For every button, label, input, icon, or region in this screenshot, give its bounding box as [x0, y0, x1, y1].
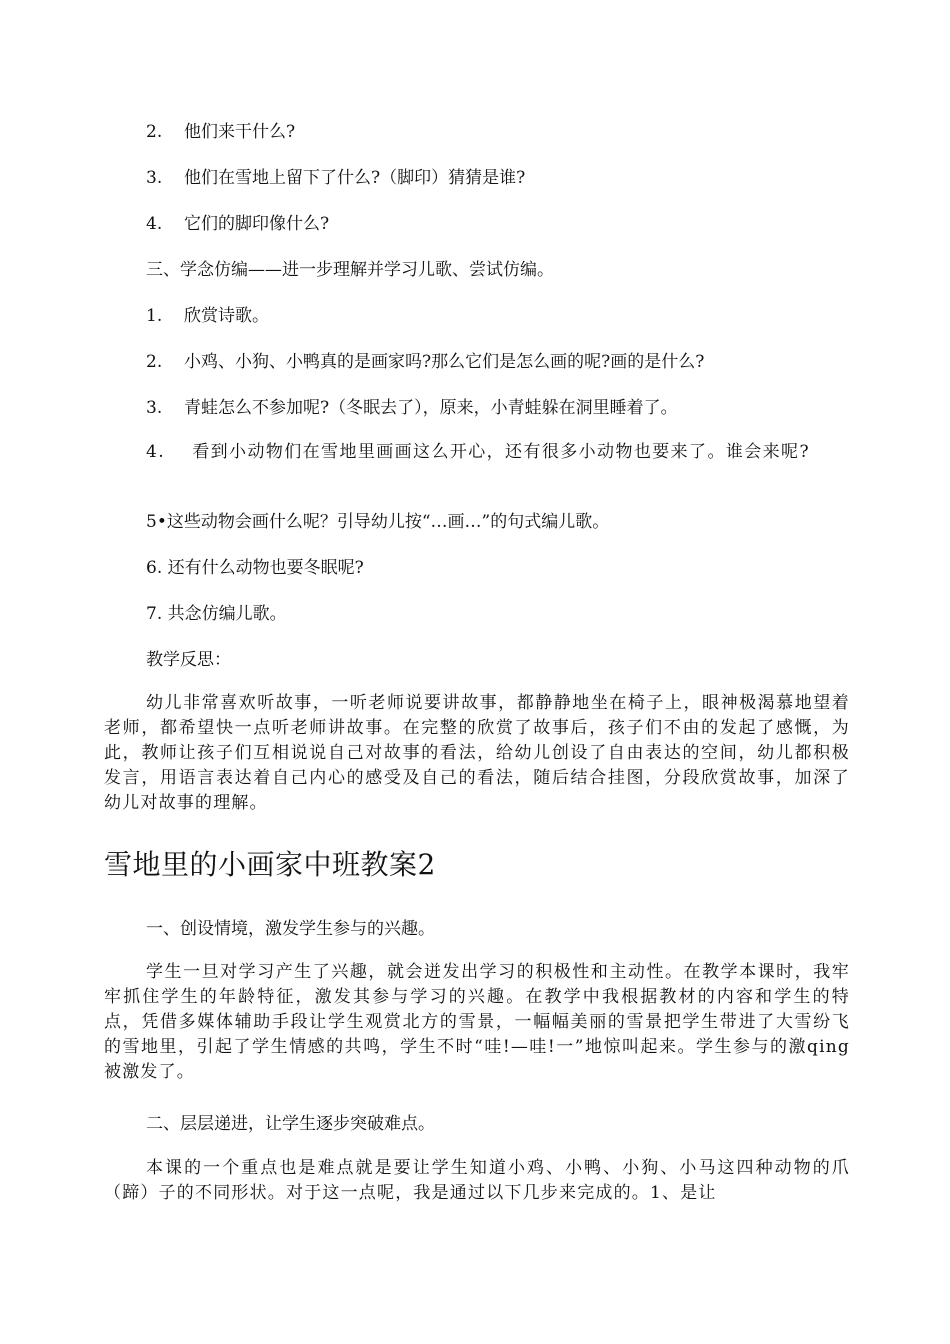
- step-3: [146, 396, 678, 420]
- step-3-number: 3.: [146, 398, 163, 418]
- question-2-text: 他们来干什么?: [184, 122, 296, 142]
- step-4-text: 看到小动物们在雪地里画画这么开心，还有很多小动物也要来了。谁会来呢?: [192, 442, 810, 462]
- step-2: [146, 350, 704, 374]
- step-1-number: 1.: [146, 306, 163, 326]
- part-2-paragraph: 本课的一个重点也是难点就是要让学生知道小鸡、小鸭、小狗、小马这四种动物的爪（蹄）子的不同形状。对于这一点呢，我是通过以下几步来完成的。1、是让: [104, 1158, 850, 1203]
- question-2: [146, 120, 295, 144]
- section-2-title: 雪地里的小画家中班教案2: [104, 848, 436, 881]
- question-4: [146, 212, 329, 236]
- step-2-text: 小鸡、小狗、小鸭真的是画家吗?那么它们是怎么画的呢?画的是什么?: [184, 352, 705, 372]
- step-4: [104, 440, 850, 465]
- reflection-paragraph: 幼儿非常喜欢听故事，一听老师说要讲故事，都静静地坐在椅子上，眼神极渴慕地望着老师，都希望快一点听老师讲故事。在完整的欣赏了故事后，孩子们不由的发起了感慨，为此，教师让孩子们互相说说自己对故事的看法，给幼儿创设了自由表达的空间，幼儿都积极发言，用语言表达着自己内心的感受及自己的看法，随后结合挂图，分段欣赏故事，加深了幼儿对故事的理解。: [104, 693, 850, 813]
- step-2-number: 2.: [146, 352, 163, 372]
- step-4-number: 4.: [146, 442, 166, 462]
- step-1: [146, 304, 269, 328]
- reflection-label: 教学反思：: [146, 650, 231, 670]
- step-3-text: 青蛙怎么不参加呢?（冬眠去了），原来，小青蛙躲在洞里睡着了。: [184, 398, 678, 418]
- question-2-number: 2.: [146, 122, 163, 142]
- step-1-text: 欣赏诗歌。: [184, 306, 269, 326]
- step-6: 6. 还有什么动物也要冬眠呢?: [146, 558, 364, 578]
- question-4-number: 4.: [146, 214, 163, 234]
- step-7: 7. 共念仿编儿歌。: [146, 604, 287, 624]
- part-3-title: 三、学念仿编——进一步理解并学习儿歌、尝试仿编。: [146, 260, 554, 280]
- question-4-text: 它们的脚印像什么?: [184, 214, 330, 234]
- step-5: 5•这些动物会画什么呢？引导幼儿按“…画…”的句式编儿歌。: [146, 512, 610, 532]
- question-3: [146, 166, 525, 190]
- question-3-number: 3.: [146, 168, 163, 188]
- part-2-title: 二、层层递进，让学生逐步突破难点。: [146, 1114, 435, 1134]
- part-1-paragraph: 学生一旦对学习产生了兴趣，就会迸发出学习的积极性和主动性。在教学本课时，我牢牢抓住学生的年龄特征，激发其参与学习的兴趣。在教学中我根据教材的内容和学生的特点，凭借多媒体辅助手段让学生观赏北方的雪景，一幅幅美丽的雪景把学生带进了大雪纷飞的雪地里，引起了学生情感的共鸣，学生不时“哇!—哇!一”地惊叫起来。学生参与的激qing被激发了。: [104, 962, 850, 1082]
- part-1-title: 一、创设情境，激发学生参与的兴趣。: [146, 919, 435, 939]
- question-3-text: 他们在雪地上留下了什么?（脚印）猜猜是谁?: [184, 168, 526, 188]
